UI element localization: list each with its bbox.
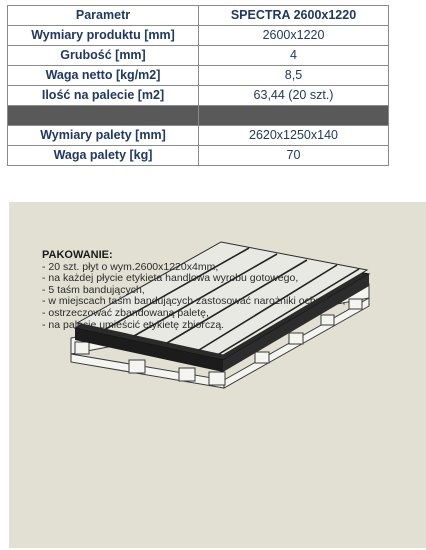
header-product: SPECTRA 2600x1220	[199, 6, 389, 26]
separator-row	[8, 106, 389, 126]
spec-table	[7, 5, 389, 166]
row-label: Waga palety [kg]	[8, 146, 199, 166]
row-label: Ilość na palecie [m2]	[8, 86, 199, 106]
row-label: Wymiary palety [mm]	[8, 126, 199, 146]
packing-line: - 20 szt. płyt o wym.2600x1220x4mm,	[42, 260, 219, 273]
row-value: 8,5	[199, 66, 389, 86]
row-label: Waga netto [kg/m2]	[8, 66, 199, 86]
row-label: Wymiary produktu [mm]	[8, 26, 199, 46]
table-row	[8, 66, 389, 86]
separator-cell	[8, 106, 199, 126]
packing-line: - 5 taśm bandujących,	[42, 283, 145, 296]
packing-line: - na palecie umieścić etykietę zbiorczą.	[42, 318, 225, 331]
table-row	[8, 146, 389, 166]
packing-line: - w miejscach taśm bandujących zastosować narożniki ochronne,	[42, 295, 346, 308]
table-row	[8, 86, 389, 106]
table-header-row	[8, 6, 389, 26]
packing-line: - na każdej płycie etykieta handlowa wyrobu gotowego,	[42, 272, 299, 285]
row-value: 2600x1220	[199, 26, 389, 46]
row-value: 70	[199, 146, 389, 166]
table-row	[8, 46, 389, 66]
packing-title: PAKOWANIE:	[42, 249, 113, 261]
header-parametr: Parametr	[8, 6, 199, 26]
separator-cell	[199, 106, 389, 126]
row-label: Grubość [mm]	[8, 46, 199, 66]
row-value: 63,44 (20 szt.)	[199, 86, 389, 106]
packing-notes	[42, 250, 345, 331]
packing-line: - ostrzeczować zbandowaną paletę,	[42, 306, 209, 319]
table-row	[8, 26, 389, 46]
row-value: 2620x1250x140	[199, 126, 389, 146]
table-row	[8, 126, 389, 146]
row-value: 4	[199, 46, 389, 66]
